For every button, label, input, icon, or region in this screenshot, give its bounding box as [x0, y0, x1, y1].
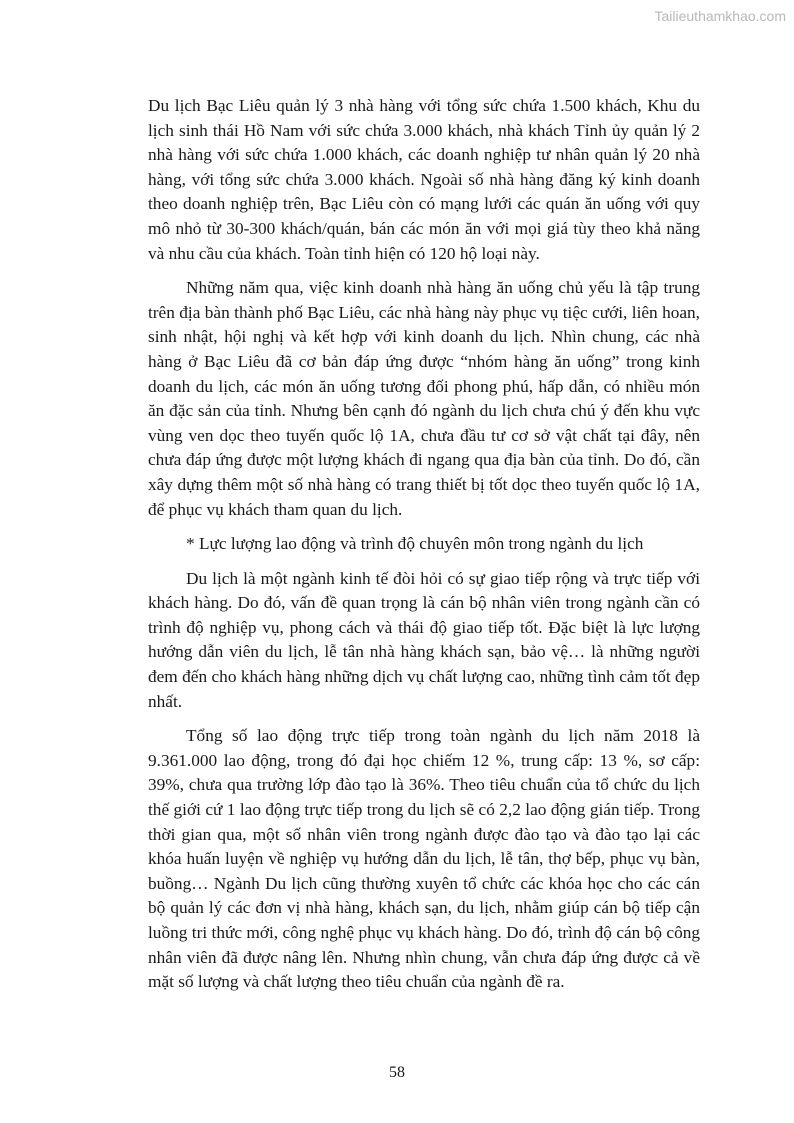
watermark-text: Tailieuthamkhao.com	[654, 8, 786, 24]
page-body	[148, 94, 700, 1005]
paragraph-communication: Du lịch là một ngành kinh tế đòi hỏi có sự giao tiếp rộng và trực tiếp với khách hàng. Do đó, vấn đề quan trọng là cán bộ nhân viên trong ngành cần có trình độ nghiệp vụ, phong cách và thái độ giao tiếp tốt. Đặc biệt là lực lượng hướng dẫn viên du lịch, lễ tân nhà hàng khách sạn, bảo vệ… là những người đem đến cho khách hàng những dịch vụ chất lượng cao, những tình cảm tốt đẹp nhất.	[148, 568, 700, 711]
paragraph-restaurant-business: Những năm qua, việc kinh doanh nhà hàng ăn uống chủ yếu là tập trung trên địa bàn thành phố Bạc Liêu, các nhà hàng này phục vụ tiệc cưới, liên hoan, sinh nhật, hội nghị và kết hợp với kinh doanh du lịch. Nhìn chung, các nhà hàng ở Bạc Liêu đã cơ bản đáp ứng được “nhóm hàng ăn uống” trong kinh doanh du lịch, các món ăn uống tương đối phong phú, hấp dẫn, có nhiều món ăn đặc sản của tỉnh. Nhưng bên cạnh đó ngành du lịch chưa chú ý đến khu vực vùng ven dọc theo tuyến quốc lộ 1A, chưa đầu tư cơ sở vật chất tại đây, nên chưa đáp ứng được một lượng khách đi ngang qua địa bàn của tỉnh. Do đó, cần xây dựng thêm một số nhà hàng có trang thiết bị tốt dọc theo tuyến quốc lộ 1A, để phục vụ khách tham quan du lịch.	[148, 278, 700, 519]
section-heading-labor: * Lực lượng lao động và trình độ chuyên môn trong ngành du lịch	[186, 534, 644, 554]
paragraph-labor-statistics: Tổng số lao động trực tiếp trong toàn ngành du lịch năm 2018 là 9.361.000 lao động, trong đó đại học chiếm 12 %, trung cấp: 13 %, sơ cấp: 39%, chưa qua trường lớp đào tạo là 36%. Theo tiêu chuẩn của tổ chức du lịch thế giới cứ 1 lao động trực tiếp trong du lịch sẽ có 2,2 lao động gián tiếp. Trong thời gian qua, một số nhân viên trong ngành được đào tạo và đào tạo lại các khóa huấn luyện về nghiệp vụ hướng dẫn du lịch, lễ tân, thợ bếp, phục vụ bàn, buồng… Ngành Du lịch cũng thường xuyên tổ chức các khóa học cho các cán bộ quản lý các đơn vị nhà hàng, khách sạn, du lịch, nhằm giúp cán bộ tiếp cận luồng tri thức mới, công nghệ phục vụ khách hàng. Do đó, trình độ cán bộ công nhân viên đã được nâng lên. Nhưng nhìn chung, vẫn chưa đáp ứng được cả về mặt số lượng và chất lượng theo tiêu chuẩn của ngành đề ra.	[148, 726, 700, 992]
paragraph-restaurants: Du lịch Bạc Liêu quản lý 3 nhà hàng với tổng sức chứa 1.500 khách, Khu du lịch sinh thái Hồ Nam với sức chứa 3.000 khách, nhà khách Tỉnh ủy quản lý 2 nhà hàng với sức chứa 1.000 khách, các doanh nghiệp tư nhân quản lý 20 nhà hàng, với tổng sức chứa 3.000 khách. Ngoài số nhà hàng đăng ký kinh doanh theo doanh nghiệp trên, Bạc Liêu còn có mạng lưới các quán ăn uống với quy mô nhỏ từ 30-300 khách/quán, bán các món ăn với mọi giá tùy theo khả năng và nhu cầu của khách. Toàn tỉnh hiện có 120 hộ loại này.	[148, 96, 700, 263]
page-number: 58	[389, 1064, 405, 1081]
